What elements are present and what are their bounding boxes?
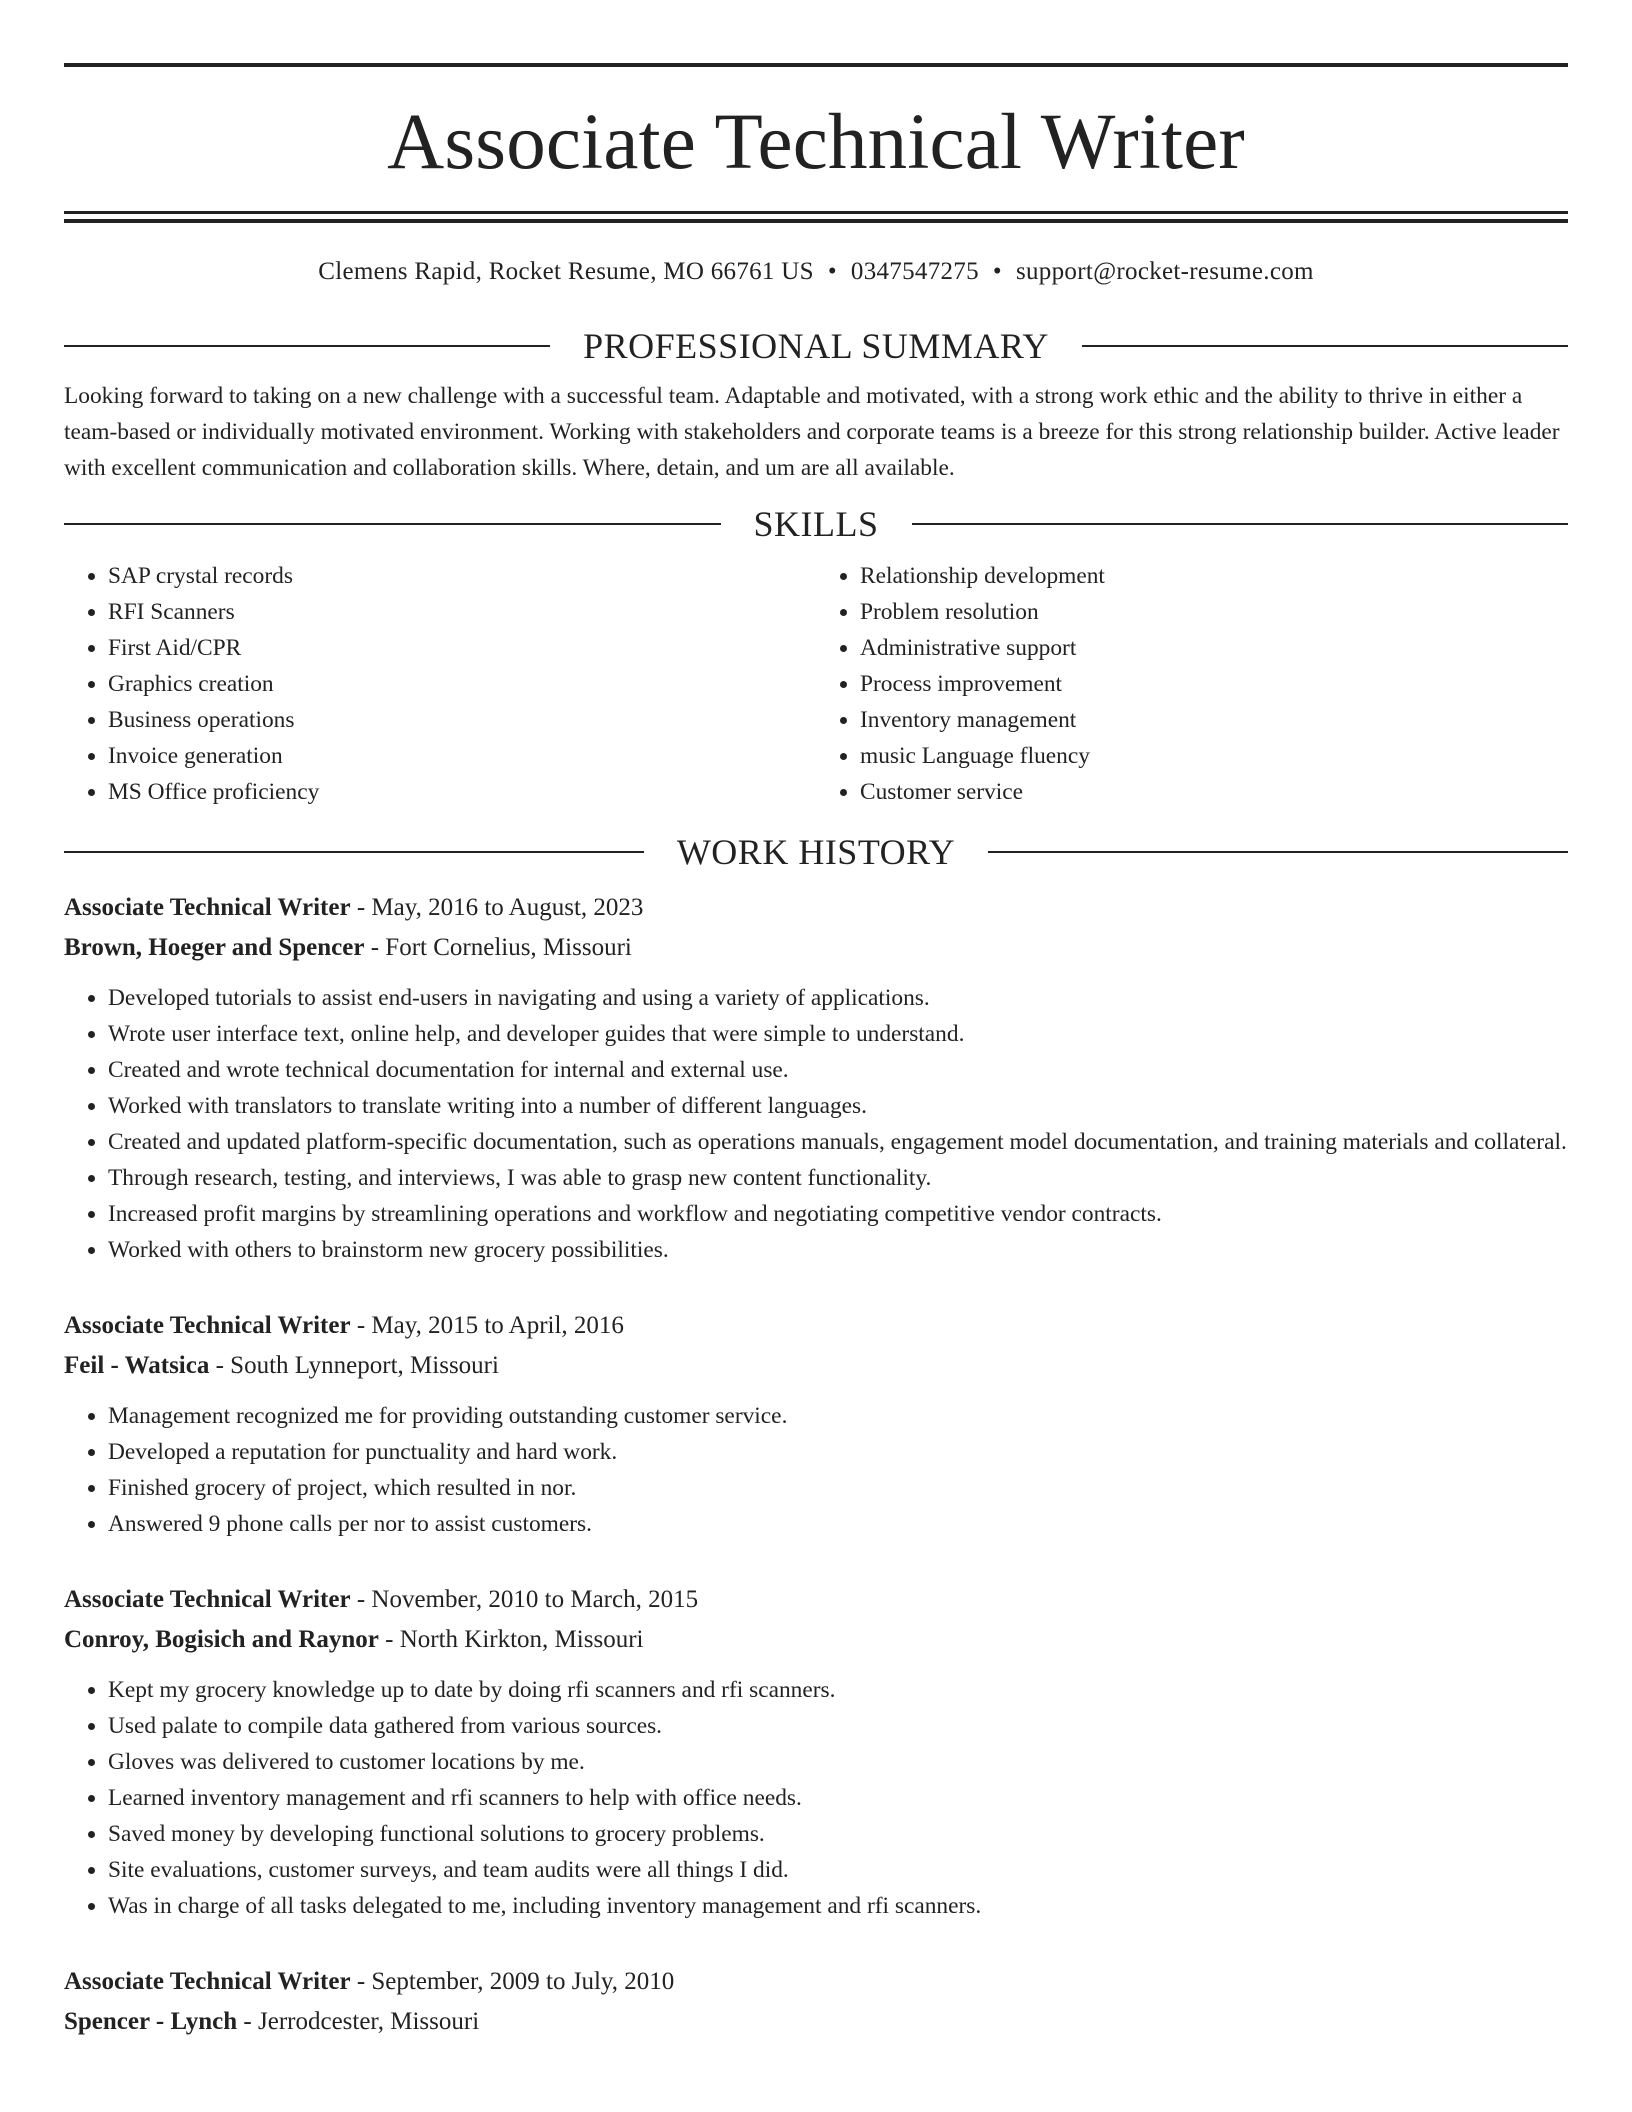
section-title: WORK HISTORY bbox=[676, 832, 956, 872]
job-bullet: • Worked with translators to translate writing into a number of different languages. bbox=[108, 1088, 1568, 1124]
job-location: - South Lynneport, Missouri bbox=[209, 1352, 499, 1379]
job-title-line bbox=[64, 1306, 1568, 1346]
job-entry bbox=[64, 1962, 1568, 2042]
skill-item: • First Aid/CPR bbox=[108, 630, 816, 666]
job-bullet: • Learned inventory management and rfi scanners to help with office needs. bbox=[108, 1780, 1568, 1816]
contact-separator: • bbox=[827, 258, 837, 285]
heading-rule-left bbox=[64, 345, 550, 347]
skill-item: • Invoice generation bbox=[108, 738, 816, 774]
heading-rule-left bbox=[64, 523, 721, 525]
page-title: Associate Technical Writer bbox=[387, 99, 1245, 186]
skill-item: • Graphics creation bbox=[108, 666, 816, 702]
skill-item: • SAP crystal records bbox=[108, 558, 816, 594]
summary-paragraph: Looking forward to taking on a new challenge with a successful team. Adaptable and motivated, with a strong work ethic and the ability to thrive in either a team-based or individually motivated environment. Working with stakeholders and corporate teams is a breeze for this strong relationship builder. Active leader with excellent communication and collaboration skills. Where, detain, and um are all available. bbox=[64, 383, 1560, 481]
skills-column-left bbox=[64, 558, 816, 810]
job-location: - Fort Cornelius, Missouri bbox=[364, 934, 632, 961]
job-company: Spencer - Lynch bbox=[64, 2008, 238, 2035]
job-bullet: • Developed tutorials to assist end-users in navigating and using a variety of applications. bbox=[108, 980, 1568, 1016]
job-bullet: • Used palate to compile data gathered from various sources. bbox=[108, 1708, 1568, 1744]
job-company-line bbox=[64, 1620, 1568, 1660]
job-title: Associate Technical Writer bbox=[64, 1586, 351, 1613]
contact-email: support@rocket-resume.com bbox=[1015, 258, 1314, 285]
job-entry bbox=[64, 1306, 1568, 1542]
job-location: - North Kirkton, Missouri bbox=[378, 1626, 644, 1653]
job-bullets bbox=[64, 1672, 1568, 1924]
contact-phone: 0347547275 bbox=[850, 258, 979, 285]
section-title: SKILLS bbox=[753, 504, 879, 544]
skill-item: • Relationship development bbox=[860, 558, 1568, 594]
skills-column-right bbox=[816, 558, 1568, 810]
job-title: Associate Technical Writer bbox=[64, 1312, 351, 1339]
job-company-line bbox=[64, 1346, 1568, 1386]
job-dates: - November, 2010 to March, 2015 bbox=[350, 1586, 699, 1613]
job-location: - Jerrodcester, Missouri bbox=[237, 2008, 480, 2035]
job-entry bbox=[64, 1580, 1568, 1924]
skill-item: • Inventory management bbox=[860, 702, 1568, 738]
job-title-line bbox=[64, 1962, 1568, 2002]
job-bullet: • Created and wrote technical documentation for internal and external use. bbox=[108, 1052, 1568, 1088]
skill-item: • RFI Scanners bbox=[108, 594, 816, 630]
contact-separator: • bbox=[992, 258, 1002, 285]
job-company-line bbox=[64, 928, 1568, 968]
section-heading-work bbox=[64, 830, 1568, 874]
job-bullet: • Saved money by developing functional solutions to grocery problems. bbox=[108, 1816, 1568, 1852]
skill-item: • Administrative support bbox=[860, 630, 1568, 666]
section-title: PROFESSIONAL SUMMARY bbox=[583, 326, 1049, 366]
job-title: Associate Technical Writer bbox=[64, 894, 351, 921]
job-bullet: • Gloves was delivered to customer locations by me. bbox=[108, 1744, 1568, 1780]
job-title-line bbox=[64, 1580, 1568, 1620]
job-company: Conroy, Bogisich and Raynor bbox=[64, 1626, 379, 1653]
job-company-line bbox=[64, 2002, 1568, 2042]
job-dates: - September, 2009 to July, 2010 bbox=[350, 1968, 675, 1995]
job-bullet: • Management recognized me for providing outstanding customer service. bbox=[108, 1398, 1568, 1434]
job-dates: - May, 2015 to April, 2016 bbox=[350, 1312, 624, 1339]
skill-item: • Business operations bbox=[108, 702, 816, 738]
skill-item: • Process improvement bbox=[860, 666, 1568, 702]
section-heading-skills bbox=[64, 502, 1568, 546]
header-double-rule bbox=[64, 211, 1568, 223]
skill-item: • music Language fluency bbox=[860, 738, 1568, 774]
header-top-rule bbox=[64, 63, 1568, 67]
job-title: Associate Technical Writer bbox=[64, 1968, 351, 1995]
job-bullet: • Was in charge of all tasks delegated to me, including inventory management and rfi scanners. bbox=[108, 1888, 1568, 1924]
heading-rule-right bbox=[912, 523, 1569, 525]
skill-item: • Customer service bbox=[860, 774, 1568, 810]
job-entry bbox=[64, 888, 1568, 1268]
job-bullet: • Wrote user interface text, online help, and developer guides that were simple to understand. bbox=[108, 1016, 1568, 1052]
job-bullet: • Through research, testing, and interviews, I was able to grasp new content functionality. bbox=[108, 1160, 1568, 1196]
contact-line bbox=[64, 256, 1568, 288]
job-bullet: • Developed a reputation for punctuality and hard work. bbox=[108, 1434, 1568, 1470]
resume-page bbox=[64, 0, 1568, 2042]
heading-rule-right bbox=[988, 851, 1568, 853]
section-heading-summary bbox=[64, 324, 1568, 368]
job-bullets bbox=[64, 980, 1568, 1268]
heading-rule-right bbox=[1082, 345, 1568, 347]
job-bullet: • Answered 9 phone calls per nor to assist customers. bbox=[108, 1506, 1568, 1542]
job-bullets bbox=[64, 1398, 1568, 1542]
job-bullet: • Increased profit margins by streamlining operations and workflow and negotiating competitive vendor contracts. bbox=[108, 1196, 1568, 1232]
job-company: Feil - Watsica bbox=[64, 1352, 210, 1379]
job-title-line bbox=[64, 888, 1568, 928]
job-bullet: • Finished grocery of project, which resulted in nor. bbox=[108, 1470, 1568, 1506]
skill-item: • MS Office proficiency bbox=[108, 774, 816, 810]
contact-address: Clemens Rapid, Rocket Resume, MO 66761 US bbox=[318, 258, 814, 285]
job-dates: - May, 2016 to August, 2023 bbox=[350, 894, 644, 921]
skills-list bbox=[64, 558, 1568, 810]
job-bullet: • Kept my grocery knowledge up to date by doing rfi scanners and rfi scanners. bbox=[108, 1672, 1568, 1708]
job-company: Brown, Hoeger and Spencer bbox=[64, 934, 365, 961]
heading-rule-left bbox=[64, 851, 644, 853]
skill-item: • Problem resolution bbox=[860, 594, 1568, 630]
job-bullet: • Created and updated platform-specific documentation, such as operations manuals, engagement model documentation, and training materials and collateral. bbox=[108, 1124, 1568, 1160]
job-bullet: • Worked with others to brainstorm new grocery possibilities. bbox=[108, 1232, 1568, 1268]
job-bullet: • Site evaluations, customer surveys, and team audits were all things I did. bbox=[108, 1852, 1568, 1888]
